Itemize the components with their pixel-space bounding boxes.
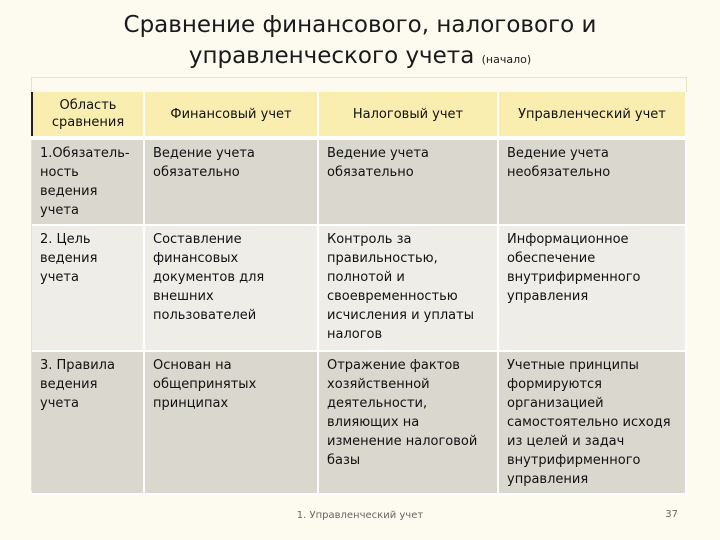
cell-tax: Контроль за правильностью, полнотой и своевременностью исчисления и уплаты налогов bbox=[318, 225, 498, 351]
cell-area: 1.Обязатель-ность ведения учета bbox=[32, 138, 144, 225]
cell-financial: Составление финансовых документов для внешних пользователей bbox=[144, 225, 318, 351]
slide-title-line2-text: управленческого учета bbox=[188, 43, 475, 69]
header-management: Управленческий учет bbox=[498, 92, 686, 138]
header-tax: Налоговый учет bbox=[318, 92, 498, 138]
cell-financial: Ведение учета обязательно bbox=[144, 138, 318, 225]
cell-financial: Основан на общепринятых принципах bbox=[144, 351, 318, 494]
table-row bbox=[32, 138, 686, 225]
table-row bbox=[32, 351, 686, 494]
slide-title-line2 bbox=[0, 41, 720, 75]
page-number: 37 bbox=[665, 509, 678, 520]
slide-title-line1: Сравнение финансового, налогового и bbox=[123, 12, 597, 38]
cell-tax: Отражение фактов хозяйственной деятельности, влияющих на изменение налоговой базы bbox=[318, 351, 498, 494]
cell-area: 2. Цель ведения учета bbox=[32, 225, 144, 351]
cell-management: Учетные принципы формируются организацией самостоятельно исходя из целей и задач внутрифирменного управления bbox=[498, 351, 686, 494]
cell-area: 3. Правила ведения учета bbox=[32, 351, 144, 494]
footer-caption: 1. Управленческий учет bbox=[296, 510, 424, 521]
table-header-row bbox=[32, 92, 686, 138]
slide-title-suffix: (начало) bbox=[481, 53, 532, 66]
header-area: Область сравнения bbox=[32, 92, 144, 138]
header-financial: Финансовый учет bbox=[144, 92, 318, 138]
cell-management: Информационное обеспечение внутрифирменного управления bbox=[498, 225, 686, 351]
table-row bbox=[32, 225, 686, 351]
cell-management: Ведение учета необязательно bbox=[498, 138, 686, 225]
slide-title bbox=[0, 10, 720, 75]
comparison-table bbox=[31, 92, 687, 495]
cell-tax: Ведение учета обязательно bbox=[318, 138, 498, 225]
